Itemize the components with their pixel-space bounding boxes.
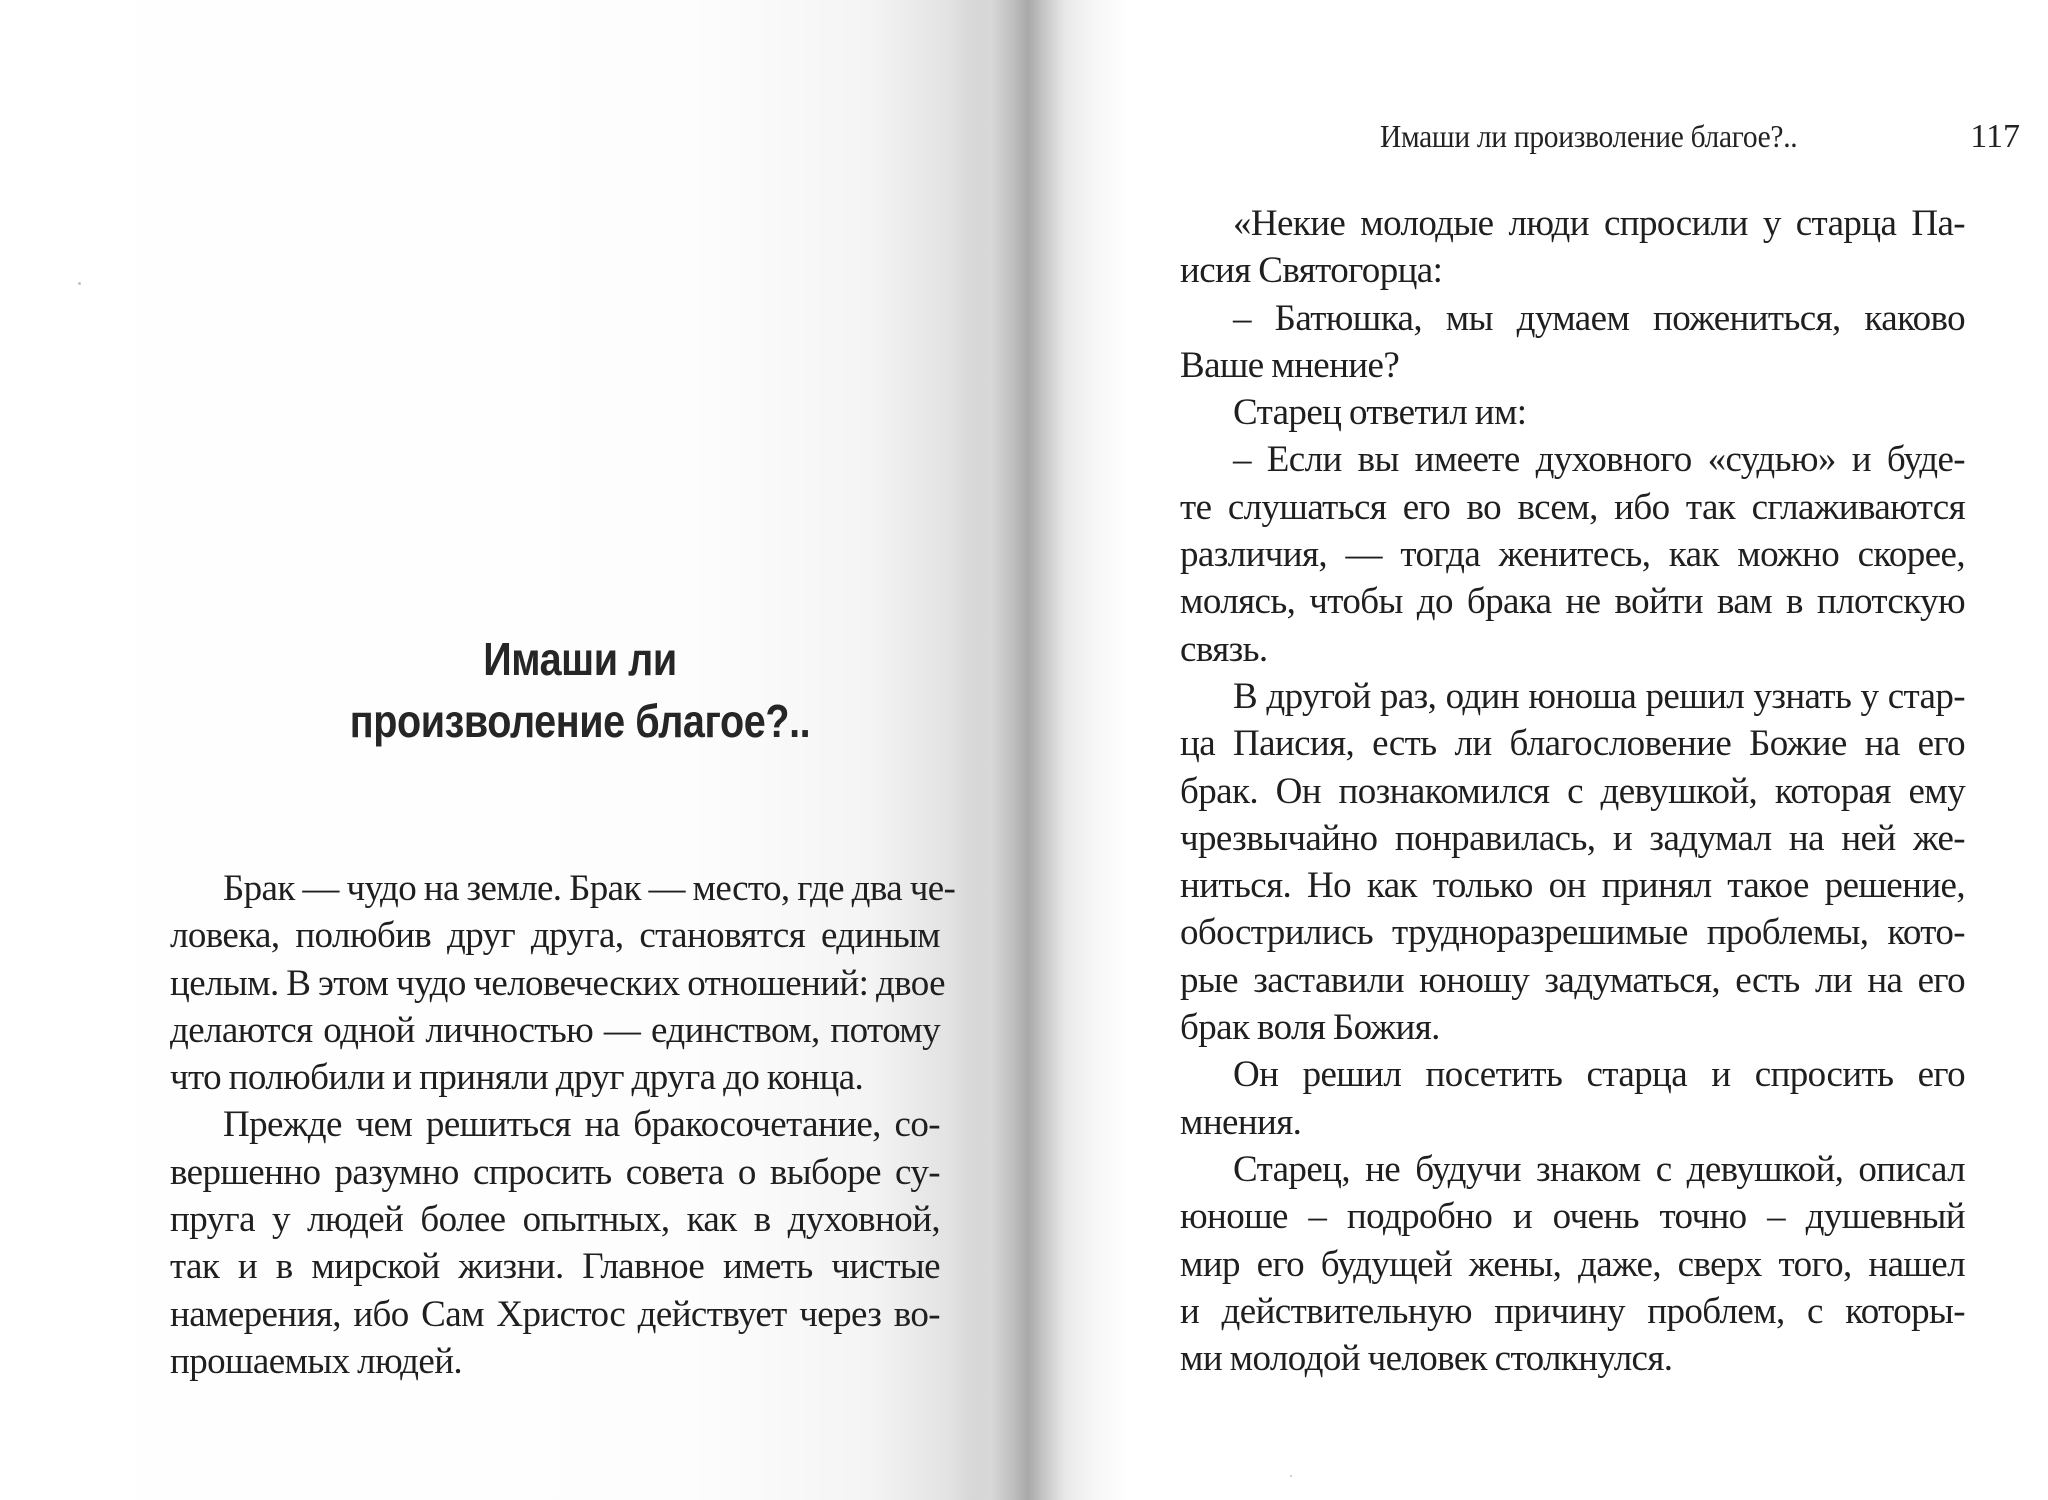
text-line: обострились трудноразрешимые проблемы, кото- [1180, 912, 1965, 954]
right-body-text [1180, 200, 1965, 1382]
text-line: ниться. Но как только он принял такое решение, [1180, 865, 1965, 907]
text-line: пруга у людей более опытных, как в духовной, [170, 1199, 940, 1241]
running-header [1380, 118, 2020, 156]
book-gutter-shadow [960, 0, 1130, 1500]
paper-speck [1290, 1475, 1292, 1477]
text-line: Старец, не будучи знаком с девушкой, описал [1233, 1148, 1965, 1190]
text-line: связь. [1180, 628, 1268, 670]
text-line: В другой раз, один юноша решил узнать у стар- [1233, 675, 1965, 717]
text-line: различия, — тогда женитесь, как можно скорее, [1180, 534, 1965, 576]
text-line: – Если вы имеете духовного «судью» и буде- [1233, 439, 1965, 481]
text-line: ми молодой человек столкнулся. [1180, 1338, 1673, 1380]
text-line: так и в мирской жизни. Главное иметь чистые [170, 1246, 940, 1288]
text-line: брак воля Божия. [1180, 1007, 1440, 1049]
text-line: мнения. [1180, 1101, 1302, 1143]
text-line: целым. В этом чудо человеческих отношений: двое [170, 962, 945, 1004]
text-line: – Батюшка, мы думаем пожениться, каково [1233, 297, 1965, 339]
text-line: Брак — чудо на земле. Брак — место, где два че- [223, 868, 956, 909]
text-line: юноше – подробно и очень точно – душевный [1180, 1196, 1965, 1238]
text-line: намерения, ибо Сам Христос действует через во- [170, 1293, 940, 1335]
text-line: прошаемых людей. [170, 1340, 463, 1382]
left-body-text [170, 865, 956, 1385]
text-line: «Некие молодые люди спросили у старца Па- [1233, 203, 1965, 244]
text-line: мир его будущей жены, даже, сверх того, нашел [1180, 1243, 1965, 1285]
text-line: ловека, полюбив друг друга, становятся единым [170, 915, 940, 957]
text-line: делаются одной личностью — единством, потому [170, 1009, 940, 1051]
running-title: Имаши ли произволение благое?.. [1380, 118, 1798, 154]
text-line: рые заставили юношу задуматься, есть ли на его [1180, 959, 1965, 1001]
text-line: чрезвычайно понравилась, и задумал на ней же- [1180, 817, 1965, 859]
text-line: вершенно разумно спросить совета о выборе су- [170, 1151, 940, 1193]
text-line: что полюбили и приняли друг друга до конца. [170, 1057, 864, 1099]
text-line: Старец ответил им: [1233, 392, 1527, 434]
chapter-title-line-2: произволение благое?.. [349, 695, 811, 747]
text-line: и действительную причину проблем, с которы- [1180, 1290, 1965, 1332]
text-line: Прежде чем решиться на бракосочетание, со- [223, 1104, 940, 1146]
text-line: исия Святогорца: [1180, 250, 1443, 292]
page-number: 117 [1970, 118, 2020, 155]
text-line: ца Паисия, есть ли благословение Божие на его [1180, 723, 1965, 765]
text-line: Он решил посетить старца и спросить его [1233, 1054, 1965, 1096]
text-line: брак. Он познакомился с девушкой, которая ему [1180, 770, 1965, 812]
paper-speck [78, 282, 81, 285]
chapter-title-line-1: Имаши ли [483, 633, 677, 685]
chapter-title [262, 628, 898, 752]
text-line: Ваше мнение? [1180, 344, 1400, 386]
text-line: молясь, чтобы до брака не войти вам в плотскую [1180, 581, 1965, 623]
text-line: те слушаться его во всем, ибо так сглаживаются [1180, 486, 1965, 528]
